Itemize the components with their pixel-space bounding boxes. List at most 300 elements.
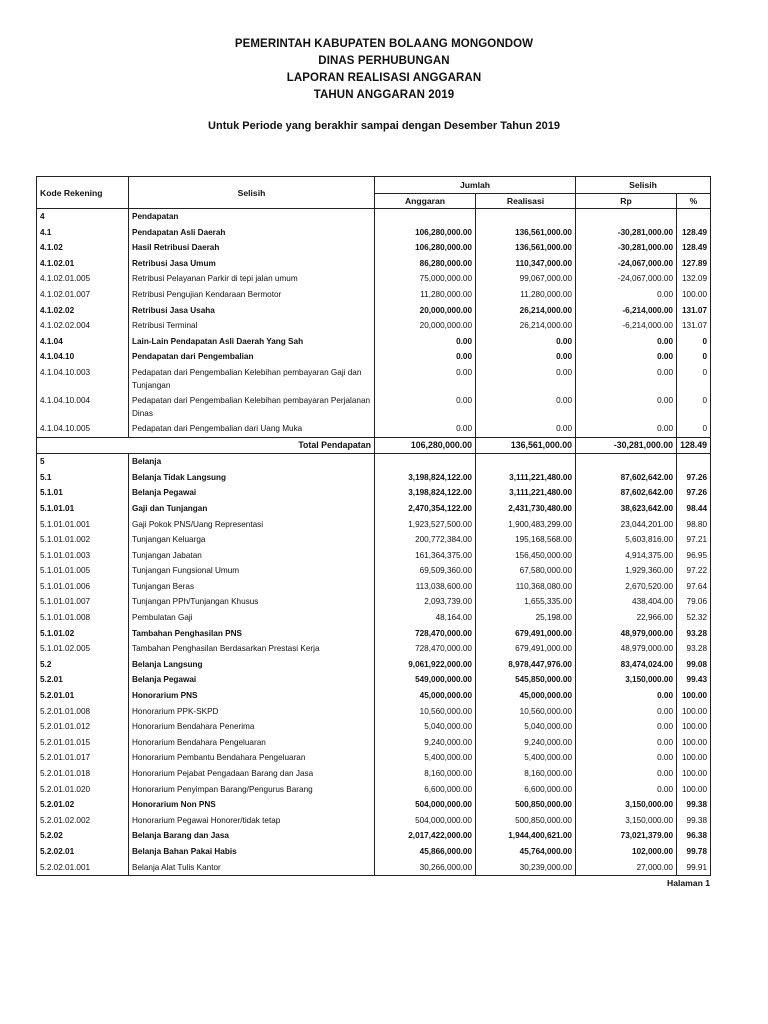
cell-kode: 5.2.02.01.001 <box>37 860 129 876</box>
cell-realisasi: 99,067,000.00 <box>476 271 576 287</box>
table-row <box>37 454 711 470</box>
cell-rp: 73,021,379.00 <box>576 828 677 844</box>
cell-kode: 5.2.01.01.015 <box>37 735 129 751</box>
cell-rp: 438,404.00 <box>576 594 677 610</box>
cell-anggaran: 2,470,354,122.00 <box>375 501 476 517</box>
cell-pct: 97.26 <box>677 470 711 486</box>
cell-realisasi: 500,850,000.00 <box>476 813 576 829</box>
expenditure-section <box>37 454 711 876</box>
cell-pct: 97.21 <box>677 532 711 548</box>
cell-kode: 4.1.02.01.007 <box>37 287 129 303</box>
cell-uraian: Retribusi Jasa Umum <box>129 256 375 272</box>
table-row <box>37 766 711 782</box>
cell-uraian: Retribusi Jasa Usaha <box>129 303 375 319</box>
cell-rp: 0.00 <box>576 750 677 766</box>
table-row <box>37 485 711 501</box>
cell-anggaran: 10,560,000.00 <box>375 704 476 720</box>
cell-anggaran: 45,000,000.00 <box>375 688 476 704</box>
report-header <box>0 36 768 104</box>
cell-anggaran: 45,866,000.00 <box>375 844 476 860</box>
cell-uraian: Honorarium Pejabat Pengadaan Barang dan Jasa <box>129 766 375 782</box>
cell-uraian: Belanja Barang dan Jasa <box>129 828 375 844</box>
cell-anggaran: 0.00 <box>375 393 476 421</box>
table-row <box>37 517 711 533</box>
table-row <box>37 287 711 303</box>
cell-pct <box>677 209 711 225</box>
cell-realisasi: 3,111,221,480.00 <box>476 485 576 501</box>
cell-anggaran: 2,093,739.00 <box>375 594 476 610</box>
cell-pct: 100.00 <box>677 719 711 735</box>
cell-anggaran: 1,923,527,500.00 <box>375 517 476 533</box>
cell-realisasi: 136,561,000.00 <box>476 240 576 256</box>
budget-realization-table <box>36 176 711 876</box>
cell-rp: 0.00 <box>576 393 677 421</box>
cell-anggaran: 3,198,824,122.00 <box>375 485 476 501</box>
cell-rp: 38,623,642.00 <box>576 501 677 517</box>
cell-rp: 0.00 <box>576 735 677 751</box>
cell-realisasi: 1,944,400,621.00 <box>476 828 576 844</box>
total-anggaran: 106,280,000.00 <box>375 437 476 454</box>
col-header-pct: % <box>677 194 711 209</box>
table-row <box>37 750 711 766</box>
total-rp: -30,281,000.00 <box>576 437 677 454</box>
cell-anggaran: 0.00 <box>375 421 476 437</box>
cell-kode: 5.1.01.01.003 <box>37 548 129 564</box>
cell-uraian: Retribusi Terminal <box>129 318 375 334</box>
cell-realisasi: 0.00 <box>476 349 576 365</box>
table-row <box>37 610 711 626</box>
header-government: PEMERINTAH KABUPATEN BOLAANG MONGONDOW <box>234 38 534 50</box>
cell-rp: 23,044,201.00 <box>576 517 677 533</box>
cell-pct: 99.91 <box>677 860 711 876</box>
col-header-selisih: Selisih <box>576 177 711 194</box>
cell-rp: 2,670,520.00 <box>576 579 677 595</box>
cell-uraian: Honorarium PNS <box>129 688 375 704</box>
cell-uraian: Honorarium Bendahara Penerima <box>129 719 375 735</box>
cell-rp: 0.00 <box>576 719 677 735</box>
cell-uraian: Pedapatan dari Pengembalian dari Uang Muka <box>129 421 375 437</box>
cell-realisasi: 25,198.00 <box>476 610 576 626</box>
cell-uraian: Honorarium PPK-SKPD <box>129 704 375 720</box>
cell-anggaran: 5,040,000.00 <box>375 719 476 735</box>
cell-realisasi: 26,214,000.00 <box>476 318 576 334</box>
cell-uraian: Tunjangan Fungsional Umum <box>129 563 375 579</box>
cell-anggaran: 11,280,000.00 <box>375 287 476 303</box>
cell-uraian: Belanja Bahan Pakai Habis <box>129 844 375 860</box>
cell-pct: 52.32 <box>677 610 711 626</box>
cell-uraian: Pembulatan Gaji <box>129 610 375 626</box>
cell-anggaran: 20,000,000.00 <box>375 303 476 319</box>
cell-kode: 5.2 <box>37 657 129 673</box>
cell-kode: 4.1.04.10.003 <box>37 365 129 393</box>
cell-rp: 0.00 <box>576 688 677 704</box>
cell-realisasi: 679,491,000.00 <box>476 626 576 642</box>
cell-kode: 5.2.02.01 <box>37 844 129 860</box>
cell-kode: 5.1 <box>37 470 129 486</box>
table-row <box>37 271 711 287</box>
cell-pct: 93.28 <box>677 626 711 642</box>
cell-uraian: Belanja <box>129 454 375 470</box>
cell-uraian: Retribusi Pengujian Kendaraan Bermotor <box>129 287 375 303</box>
cell-kode: 5.2.01.01.008 <box>37 704 129 720</box>
total-realisasi: 136,561,000.00 <box>476 437 576 454</box>
table-row <box>37 318 711 334</box>
cell-uraian: Belanja Pegawai <box>129 672 375 688</box>
cell-uraian: Belanja Tidak Langsung <box>129 470 375 486</box>
cell-kode: 5.1.01.01 <box>37 501 129 517</box>
cell-anggaran: 2,017,422,000.00 <box>375 828 476 844</box>
cell-pct: 100.00 <box>677 287 711 303</box>
cell-realisasi: 11,280,000.00 <box>476 287 576 303</box>
total-row <box>37 437 711 454</box>
cell-pct <box>677 454 711 470</box>
cell-realisasi: 0.00 <box>476 421 576 437</box>
cell-anggaran: 20,000,000.00 <box>375 318 476 334</box>
cell-uraian: Honorarium Penyimpan Barang/Pengurus Barang <box>129 782 375 798</box>
table-row <box>37 240 711 256</box>
header-fiscal-year: TAHUN ANGGARAN 2019 <box>313 89 455 101</box>
cell-realisasi: 45,764,000.00 <box>476 844 576 860</box>
cell-kode: 5.2.02 <box>37 828 129 844</box>
cell-pct: 96.95 <box>677 548 711 564</box>
cell-kode: 4.1.02.01 <box>37 256 129 272</box>
cell-uraian: Pendapatan <box>129 209 375 225</box>
table-row <box>37 782 711 798</box>
cell-realisasi: 10,560,000.00 <box>476 704 576 720</box>
cell-pct: 100.00 <box>677 782 711 798</box>
cell-anggaran: 75,000,000.00 <box>375 271 476 287</box>
cell-kode: 5.1.01.01.002 <box>37 532 129 548</box>
cell-kode: 5 <box>37 454 129 470</box>
cell-pct: 97.22 <box>677 563 711 579</box>
cell-realisasi: 5,400,000.00 <box>476 750 576 766</box>
cell-rp: 0.00 <box>576 349 677 365</box>
table-row <box>37 641 711 657</box>
cell-uraian: Pedapatan dari Pengembalian Kelebihan pembayaran Gaji dan Tunjangan <box>129 365 375 393</box>
cell-kode: 5.2.01 <box>37 672 129 688</box>
cell-kode: 5.2.01.01.012 <box>37 719 129 735</box>
cell-realisasi: 2,431,730,480.00 <box>476 501 576 517</box>
cell-uraian: Tambahan Penghasilan PNS <box>129 626 375 642</box>
cell-pct: 0 <box>677 365 711 393</box>
cell-rp: 3,150,000.00 <box>576 797 677 813</box>
total-pct: 128.49 <box>677 437 711 454</box>
cell-rp: 3,150,000.00 <box>576 813 677 829</box>
cell-anggaran: 48,164.00 <box>375 610 476 626</box>
cell-pct: 99.78 <box>677 844 711 860</box>
cell-anggaran: 9,061,922,000.00 <box>375 657 476 673</box>
cell-realisasi: 9,240,000.00 <box>476 735 576 751</box>
header-report-title: LAPORAN REALISASI ANGGARAN <box>286 72 482 84</box>
income-section <box>37 209 711 438</box>
cell-rp: 87,602,642.00 <box>576 470 677 486</box>
cell-pct: 127.89 <box>677 256 711 272</box>
cell-pct: 98.44 <box>677 501 711 517</box>
cell-realisasi: 679,491,000.00 <box>476 641 576 657</box>
cell-anggaran: 113,038,600.00 <box>375 579 476 595</box>
table-row <box>37 719 711 735</box>
cell-kode: 4.1.02.02.004 <box>37 318 129 334</box>
cell-rp: 4,914,375.00 <box>576 548 677 564</box>
cell-uraian: Gaji dan Tunjangan <box>129 501 375 517</box>
table-row <box>37 421 711 437</box>
cell-anggaran: 200,772,384.00 <box>375 532 476 548</box>
cell-realisasi <box>476 454 576 470</box>
cell-anggaran <box>375 454 476 470</box>
table-row <box>37 860 711 876</box>
cell-anggaran: 728,470,000.00 <box>375 626 476 642</box>
cell-kode: 4.1.02.02 <box>37 303 129 319</box>
cell-kode: 5.2.01.01.020 <box>37 782 129 798</box>
cell-rp: 102,000.00 <box>576 844 677 860</box>
cell-uraian: Hasil Retribusi Daerah <box>129 240 375 256</box>
cell-rp: 3,150,000.00 <box>576 672 677 688</box>
cell-anggaran: 30,266,000.00 <box>375 860 476 876</box>
header-department: DINAS PERHUBUNGAN <box>318 55 450 67</box>
cell-kode: 4.1.04 <box>37 334 129 350</box>
cell-realisasi: 500,850,000.00 <box>476 797 576 813</box>
cell-rp: 0.00 <box>576 287 677 303</box>
cell-pct: 97.64 <box>677 579 711 595</box>
total-label: Total Pendapatan <box>37 437 375 454</box>
cell-uraian: Tunjangan Keluarga <box>129 532 375 548</box>
cell-pct: 93.28 <box>677 641 711 657</box>
cell-rp: 22,966.00 <box>576 610 677 626</box>
cell-rp: 0.00 <box>576 421 677 437</box>
cell-kode: 5.1.01.01.001 <box>37 517 129 533</box>
cell-rp: -24,067,000.00 <box>576 256 677 272</box>
cell-realisasi <box>476 209 576 225</box>
table-row <box>37 349 711 365</box>
cell-rp: 27,000.00 <box>576 860 677 876</box>
cell-pct: 97.26 <box>677 485 711 501</box>
table-row <box>37 828 711 844</box>
table-row <box>37 334 711 350</box>
cell-pct: 0 <box>677 421 711 437</box>
cell-uraian: Honorarium Pegawai Honorer/tidak tetap <box>129 813 375 829</box>
cell-realisasi: 195,168,568.00 <box>476 532 576 548</box>
cell-rp: 0.00 <box>576 334 677 350</box>
cell-rp: 5,603,816.00 <box>576 532 677 548</box>
cell-realisasi: 45,000,000.00 <box>476 688 576 704</box>
cell-pct: 100.00 <box>677 735 711 751</box>
cell-pct: 0 <box>677 349 711 365</box>
table-row <box>37 579 711 595</box>
cell-anggaran: 549,000,000.00 <box>375 672 476 688</box>
table-row <box>37 548 711 564</box>
cell-kode: 5.1.01.01.008 <box>37 610 129 626</box>
table-row <box>37 594 711 610</box>
cell-rp: 0.00 <box>576 365 677 393</box>
cell-kode: 5.1.01.01.006 <box>37 579 129 595</box>
cell-kode: 5.1.01.01.005 <box>37 563 129 579</box>
cell-kode: 4.1.02.01.005 <box>37 271 129 287</box>
cell-anggaran: 0.00 <box>375 365 476 393</box>
cell-kode: 5.2.01.01.018 <box>37 766 129 782</box>
cell-rp: 48,979,000.00 <box>576 641 677 657</box>
cell-uraian: Tunjangan Jabatan <box>129 548 375 564</box>
cell-kode: 4.1.04.10.004 <box>37 393 129 421</box>
cell-pct: 128.49 <box>677 240 711 256</box>
cell-rp <box>576 454 677 470</box>
cell-realisasi: 30,239,000.00 <box>476 860 576 876</box>
cell-realisasi: 8,978,447,976.00 <box>476 657 576 673</box>
cell-pct: 79.06 <box>677 594 711 610</box>
cell-pct: 131.07 <box>677 303 711 319</box>
table-row <box>37 704 711 720</box>
cell-uraian: Tunjangan Beras <box>129 579 375 595</box>
col-header-jumlah: Jumlah <box>375 177 576 194</box>
cell-kode: 5.2.01.02 <box>37 797 129 813</box>
table-row <box>37 672 711 688</box>
cell-anggaran: 3,198,824,122.00 <box>375 470 476 486</box>
income-total-section <box>37 437 711 454</box>
cell-rp: -30,281,000.00 <box>576 240 677 256</box>
cell-kode: 4.1.04.10 <box>37 349 129 365</box>
cell-pct: 131.07 <box>677 318 711 334</box>
cell-uraian: Pendapatan dari Pengembalian <box>129 349 375 365</box>
cell-realisasi: 110,347,000.00 <box>476 256 576 272</box>
cell-pct: 128.49 <box>677 225 711 241</box>
cell-pct: 99.38 <box>677 797 711 813</box>
cell-kode: 4 <box>37 209 129 225</box>
cell-kode: 5.1.01.02.005 <box>37 641 129 657</box>
table-row <box>37 797 711 813</box>
cell-realisasi: 8,160,000.00 <box>476 766 576 782</box>
report-period: Untuk Periode yang berakhir sampai dengan Desember Tahun 2019 <box>208 120 560 132</box>
cell-realisasi: 545,850,000.00 <box>476 672 576 688</box>
table-row <box>37 626 711 642</box>
cell-pct: 99.43 <box>677 672 711 688</box>
cell-rp: 83,474,024.00 <box>576 657 677 673</box>
cell-uraian: Lain-Lain Pendapatan Asli Daerah Yang Sah <box>129 334 375 350</box>
table-row <box>37 256 711 272</box>
table-row <box>37 393 711 421</box>
cell-realisasi: 1,900,483,299.00 <box>476 517 576 533</box>
cell-kode: 4.1 <box>37 225 129 241</box>
cell-pct: 99.38 <box>677 813 711 829</box>
cell-anggaran <box>375 209 476 225</box>
cell-uraian: Belanja Alat Tulis Kantor <box>129 860 375 876</box>
cell-pct: 0 <box>677 393 711 421</box>
cell-rp: -6,214,000.00 <box>576 318 677 334</box>
table-row <box>37 532 711 548</box>
cell-pct: 100.00 <box>677 750 711 766</box>
cell-realisasi: 26,214,000.00 <box>476 303 576 319</box>
cell-anggaran: 161,364,375.00 <box>375 548 476 564</box>
cell-rp: 1,929,360.00 <box>576 563 677 579</box>
cell-kode: 5.1.01 <box>37 485 129 501</box>
table-row <box>37 688 711 704</box>
cell-anggaran: 106,280,000.00 <box>375 240 476 256</box>
cell-realisasi: 5,040,000.00 <box>476 719 576 735</box>
cell-pct: 0 <box>677 334 711 350</box>
cell-realisasi: 1,655,335.00 <box>476 594 576 610</box>
table-row <box>37 657 711 673</box>
col-header-uraian: Selisih <box>129 177 375 209</box>
cell-uraian: Pedapatan dari Pengembalian Kelebihan pembayaran Perjalanan Dinas <box>129 393 375 421</box>
cell-realisasi: 0.00 <box>476 334 576 350</box>
cell-pct: 132.09 <box>677 271 711 287</box>
cell-anggaran: 9,240,000.00 <box>375 735 476 751</box>
cell-rp: 87,602,642.00 <box>576 485 677 501</box>
table-row <box>37 365 711 393</box>
cell-anggaran: 6,600,000.00 <box>375 782 476 798</box>
cell-kode: 4.1.04.10.005 <box>37 421 129 437</box>
cell-anggaran: 69,509,360.00 <box>375 563 476 579</box>
cell-realisasi: 0.00 <box>476 365 576 393</box>
cell-rp: 48,979,000.00 <box>576 626 677 642</box>
cell-uraian: Pendapatan Asli Daerah <box>129 225 375 241</box>
cell-kode: 5.2.01.01.017 <box>37 750 129 766</box>
cell-kode: 4.1.02 <box>37 240 129 256</box>
cell-kode: 5.1.01.02 <box>37 626 129 642</box>
cell-anggaran: 86,280,000.00 <box>375 256 476 272</box>
cell-uraian: Gaji Pokok PNS/Uang Representasi <box>129 517 375 533</box>
cell-realisasi: 156,450,000.00 <box>476 548 576 564</box>
cell-pct: 96.38 <box>677 828 711 844</box>
cell-anggaran: 106,280,000.00 <box>375 225 476 241</box>
cell-anggaran: 5,400,000.00 <box>375 750 476 766</box>
cell-pct: 98.80 <box>677 517 711 533</box>
cell-rp <box>576 209 677 225</box>
table-row <box>37 225 711 241</box>
cell-anggaran: 0.00 <box>375 334 476 350</box>
cell-pct: 100.00 <box>677 688 711 704</box>
cell-anggaran: 504,000,000.00 <box>375 797 476 813</box>
cell-uraian: Retribusi Pelayanan Parkir di tepi jalan umum <box>129 271 375 287</box>
cell-uraian: Honorarium Bendahara Pengeluaran <box>129 735 375 751</box>
cell-rp: 0.00 <box>576 766 677 782</box>
cell-pct: 100.00 <box>677 704 711 720</box>
table-row <box>37 844 711 860</box>
cell-realisasi: 67,580,000.00 <box>476 563 576 579</box>
cell-uraian: Belanja Langsung <box>129 657 375 673</box>
table-row <box>37 470 711 486</box>
cell-realisasi: 110,368,080.00 <box>476 579 576 595</box>
table-row <box>37 303 711 319</box>
cell-rp: 0.00 <box>576 704 677 720</box>
cell-uraian: Honorarium Pembantu Bendahara Pengeluaran <box>129 750 375 766</box>
cell-realisasi: 136,561,000.00 <box>476 225 576 241</box>
cell-rp: 0.00 <box>576 782 677 798</box>
cell-uraian: Tambahan Penghasilan Berdasarkan Prestasi Kerja <box>129 641 375 657</box>
cell-rp: -30,281,000.00 <box>576 225 677 241</box>
cell-kode: 5.2.01.02.002 <box>37 813 129 829</box>
cell-uraian: Tunjangan PPh/Tunjangan Khusus <box>129 594 375 610</box>
col-header-realisasi: Realisasi <box>476 194 576 209</box>
cell-pct: 99.08 <box>677 657 711 673</box>
cell-pct: 100.00 <box>677 766 711 782</box>
table-row <box>37 209 711 225</box>
cell-anggaran: 0.00 <box>375 349 476 365</box>
table-row <box>37 501 711 517</box>
col-header-anggaran: Anggaran <box>375 194 476 209</box>
cell-anggaran: 504,000,000.00 <box>375 813 476 829</box>
cell-realisasi: 0.00 <box>476 393 576 421</box>
cell-realisasi: 3,111,221,480.00 <box>476 470 576 486</box>
cell-kode: 5.2.01.01 <box>37 688 129 704</box>
cell-realisasi: 6,600,000.00 <box>476 782 576 798</box>
cell-rp: -6,214,000.00 <box>576 303 677 319</box>
cell-uraian: Honorarium Non PNS <box>129 797 375 813</box>
cell-uraian: Belanja Pegawai <box>129 485 375 501</box>
col-header-kode: Kode Rekening <box>37 177 129 209</box>
cell-kode: 5.1.01.01.007 <box>37 594 129 610</box>
cell-anggaran: 728,470,000.00 <box>375 641 476 657</box>
page-number: Halaman 1 <box>667 878 710 888</box>
col-header-rp: Rp <box>576 194 677 209</box>
